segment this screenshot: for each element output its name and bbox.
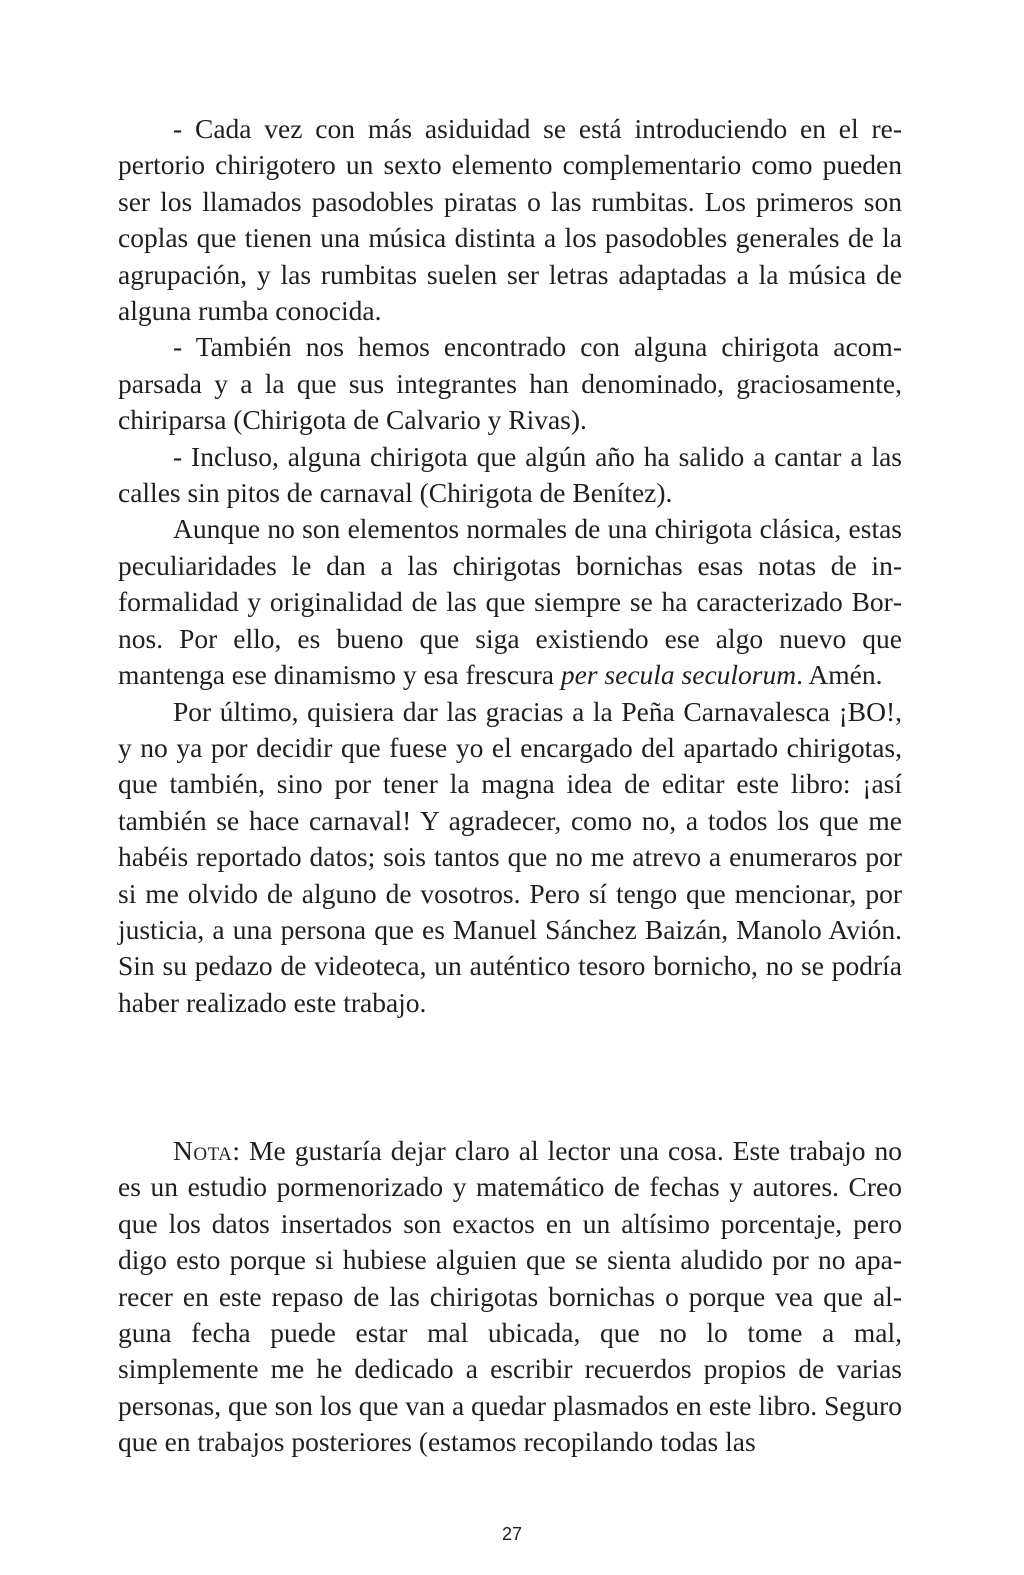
page-number: 27 bbox=[501, 1524, 523, 1544]
paragraph-sin-pitos: - Incluso, alguna chirigota que algún año ha salido a cantar a las calles sin pitos de carnaval (Chirigota de Benítez). bbox=[118, 440, 902, 509]
paragraph-peculiaridades-end: . Amén. bbox=[796, 659, 883, 691]
note-section bbox=[118, 1133, 902, 1461]
paragraph-peculiaridades-text: Aunque no son elementos normales de una chirigota clásica, estas peculiaridades le dan a las chirigotas bornichas esas notas de informalidad y originalidad de las que siempre se ha caracterizado Bornos. Por ello, es bueno que siga existiendo ese algo nuevo que mantenga ese dinamismo y esa frescura bbox=[118, 513, 902, 691]
body-text bbox=[118, 111, 902, 1021]
note-paragraph bbox=[118, 1133, 902, 1461]
paragraph-agradecimientos: Por último, quisiera dar las gracias a la Peña Carnavalesca ¡BO!, y no ya por decidir que fuese yo el encargado del apartado chirigotas, que también, sino por tener la magna idea de editar este libro: ¡así también se hace carnaval! Y agradecer, como no, a todos los que me habéis reportado datos; sois tantos que no me atrevo a enumeraros por si me olvido de alguno de vosotros. Pero sí tengo que mencionar, por justicia, a una persona que es Manuel Sánchez Baizán, Manolo Avión. Sin su pedazo de videoteca, un auténtico tesoro bornicho, no se podría haber realizado este trabajo. bbox=[118, 695, 902, 1018]
note-label: Nota bbox=[173, 1135, 233, 1166]
paragraph-peculiaridades bbox=[118, 511, 902, 693]
latin-phrase: per secula seculorum bbox=[560, 659, 797, 691]
note-text: : Me gustaría dejar claro al lector una cosa. Este trabajo no es un estudio pormenorizado y matemático de fechas y autores. Creo que los datos insertados son exactos en un altísimo porcentaje, pero digo esto porque si hubiese alguien que se sienta aludido por no aparecer en este repaso de las chirigotas bornichas o porque vea que alguna fecha puede estar mal ubicada, que no lo tome a mal, simplemente me he dedicado a escribir recuerdos propios de varias personas, que son los que van a quedar plasmados en este libro. Seguro que en trabajos posteriores (estamos recopilando todas las bbox=[118, 1135, 902, 1458]
paragraph-chiriparsa: - También nos hemos encontrado con alguna chirigota acomparsada y a la que sus integrantes han denominado, graciosamente, chiriparsa (Chirigota de Calvario y Rivas). bbox=[118, 331, 902, 436]
paragraph-sexto-elemento: - Cada vez con más asiduidad se está introduciendo en el repertorio chirigotero un sexto elemento complementario como pueden ser los llamados pasodobles piratas o las rumbitas. Los primeros son coplas que tienen una música distinta a los pasodobles generales de la agrupación, y las rumbitas suelen ser letras adaptadas a la música de alguna rumba conocida. bbox=[118, 113, 902, 327]
